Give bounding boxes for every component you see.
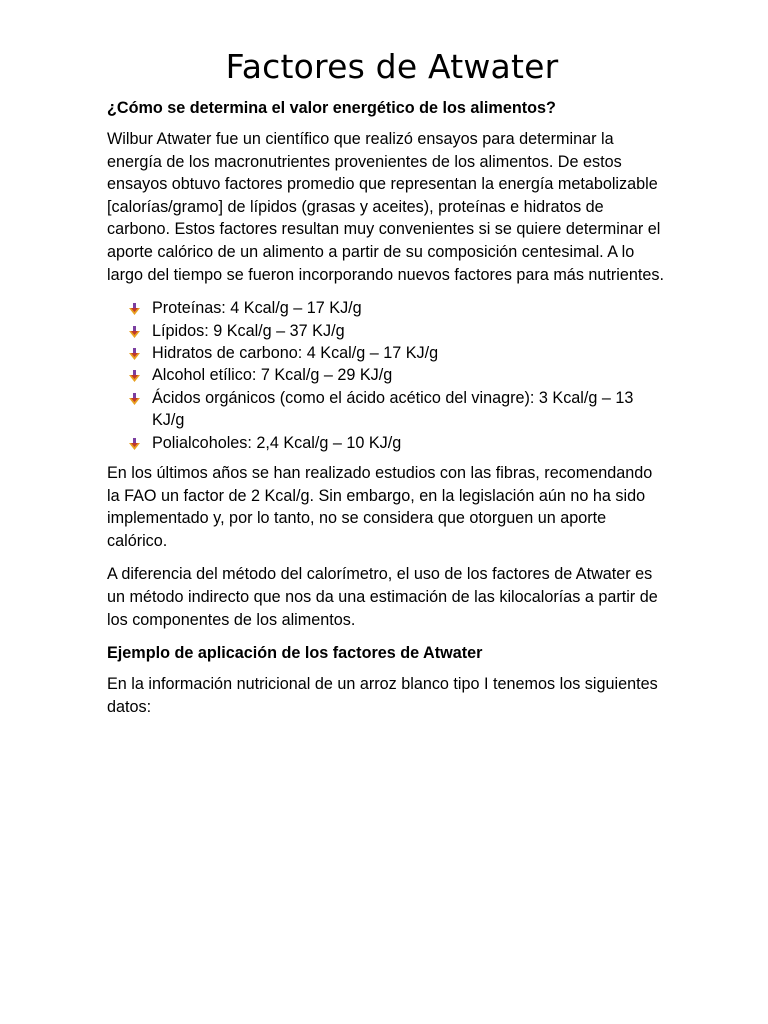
list-item	[107, 297, 667, 319]
example-heading: Ejemplo de aplicación de los factores de Atwater	[107, 644, 483, 663]
down-arrow-bullet-icon	[129, 326, 140, 338]
list-item-text: Lípidos: 9 Kcal/g – 37 KJ/g	[152, 321, 345, 340]
list-item-text: Hidratos de carbono: 4 Kcal/g – 17 KJ/g	[152, 343, 439, 362]
section-heading-question: ¿Cómo se determina el valor energético de los alimentos?	[107, 99, 556, 117]
list-item	[107, 320, 667, 342]
document-page	[107, 0, 667, 718]
list-item	[107, 432, 667, 454]
down-arrow-bullet-icon	[129, 348, 140, 360]
intro-paragraph: Wilbur Atwater fue un científico que realizó ensayos para determinar la energía de los macronutrientes provenientes de los alimentos. De estos ensayos obtuvo factores promedio que representan la energía metabolizable [calorías/gramo] de lípidos (grasas y aceites), proteínas e hidratos de carbono. Estos factores resultan muy convenientes si se quiere determinar el aporte calórico de un alimento a partir de su composición centesimal. A lo largo del tiempo se fueron incorporando nuevos factores para más nutrientes.	[107, 130, 664, 284]
list-item-text: Polialcoholes: 2,4 Kcal/g – 10 KJ/g	[152, 433, 402, 452]
atwater-factors-list	[107, 297, 667, 454]
list-item-text: Proteínas: 4 Kcal/g – 17 KJ/g	[152, 299, 362, 318]
down-arrow-bullet-icon	[129, 370, 140, 382]
list-item-text: Alcohol etílico: 7 Kcal/g – 29 KJ/g	[152, 366, 393, 385]
down-arrow-bullet-icon	[129, 393, 140, 405]
method-paragraph: A diferencia del método del calorímetro, el uso de los factores de Atwater es un método indirecto que nos da una estimación de las kilocalorías a partir de los componentes de los alimentos.	[107, 565, 658, 629]
list-item	[107, 387, 667, 432]
down-arrow-bullet-icon	[129, 438, 140, 450]
fiber-paragraph: En los últimos años se han realizado estudios con las fibras, recomendando la FAO un factor de 2 Kcal/g. Sin embargo, en la legislación aún no ha sido implementado y, por lo tanto, no se considera que otorguen un aporte calórico.	[107, 464, 653, 550]
list-item	[107, 342, 667, 364]
list-item	[107, 364, 667, 386]
list-item-text: Ácidos orgánicos (como el ácido acético del vinagre): 3 Kcal/g – 13 KJ/g	[152, 388, 634, 430]
example-paragraph: En la información nutricional de un arroz blanco tipo I tenemos los siguientes datos:	[107, 675, 658, 716]
down-arrow-bullet-icon	[129, 303, 140, 315]
document-title: Factores de Atwater	[225, 47, 559, 86]
